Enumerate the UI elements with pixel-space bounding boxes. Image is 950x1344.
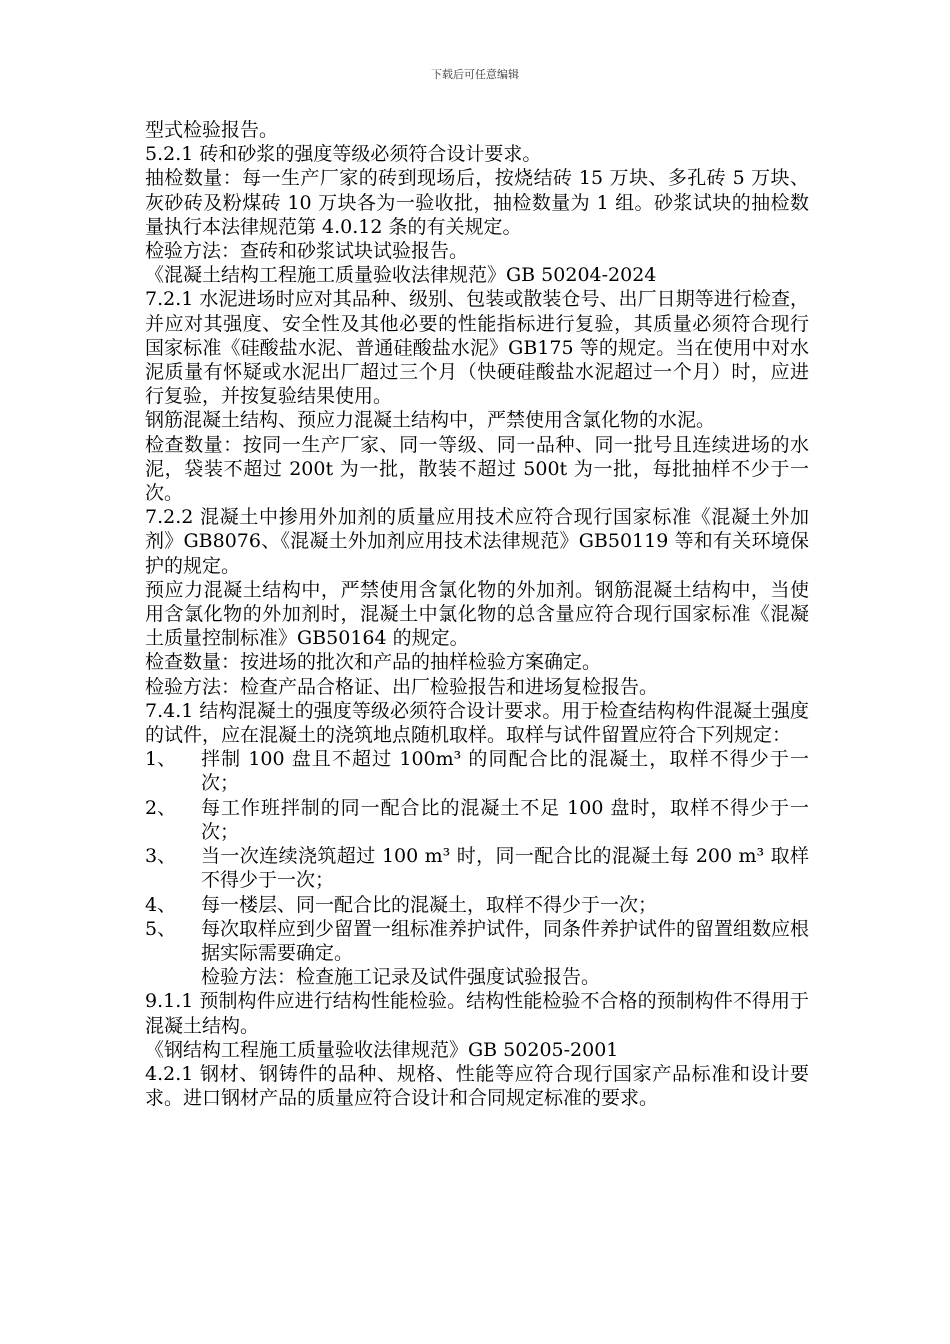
paragraph: 检验方法：检查施工记录及试件强度试验报告。	[201, 966, 601, 989]
standard-title: 《钢结构工程施工质量验收法律规范》GB 50205-2001	[145, 1038, 619, 1061]
paragraph: 抽检数量：每一生产厂家的砖到现场后，按烧结砖 15 万块、多孔砖 5 万块、灰砂砖及粉煤砖 10 万块各为一验收批，抽检数量为 1 组。砂浆试块的抽检数量执行本法律规范第 4.0.12 条的有关规定。	[145, 167, 809, 238]
list-text: 每一楼层、同一配合比的混凝土，取样不得少于一次；	[201, 893, 658, 916]
paragraph: 检查数量：按同一生产厂家、同一等级、同一品种、同一批号且连续进场的水泥，袋装不超过 200t 为一批，散装不超过 500t 为一批，每批抽样不少于一次。	[145, 433, 809, 505]
page-header: 下载后可任意编辑	[431, 68, 519, 81]
list-text: 拌制 100 盘且不超过 100m³ 的同配合比的混凝土，取样不得少于一次；	[201, 748, 809, 795]
paragraph: 9.1.1 预制构件应进行结构性能检验。结构性能检验不合格的预制构件不得用于混凝土结构。	[145, 990, 809, 1037]
paragraph: 7.2.2 混凝土中掺用外加剂的质量应用技术应符合现行国家标准《混凝土外加剂》GB8076、《混凝土外加剂应用技术法律规范》GB50119 等和有关环境保护的规定。	[145, 506, 809, 577]
list-number: 2、	[145, 796, 177, 819]
paragraph: 预应力混凝土结构中，严禁使用含氯化物的外加剂。钢筋混凝土结构中，当使用含氯化物的外加剂时，混凝土中氯化物的总含量应符合现行国家标准《混凝土质量控制标准》GB50164 的规定。	[145, 578, 809, 650]
paragraph: 钢筋混凝土结构、预应力混凝土结构中，严禁使用含氯化物的水泥。	[145, 409, 716, 432]
list-text: 每工作班拌制的同一配合比的混凝土不足 100 盘时，取样不得少于一次；	[201, 796, 809, 843]
paragraph: 型式检验报告。	[145, 119, 279, 141]
paragraph: 7.4.1 结构混凝土的强度等级必须符合设计要求。用于检查结构构件混凝土强度的试件，应在混凝土的浇筑地点随机取样。取样与试件留置应符合下列规定：	[145, 699, 809, 747]
list-number: 1、	[145, 748, 177, 771]
paragraph: 5.2.1 砖和砂浆的强度等级必须符合设计要求。	[145, 143, 542, 166]
list-number: 4、	[145, 893, 177, 916]
list-item	[145, 844, 809, 892]
list-item	[145, 917, 809, 965]
paragraph: 4.2.1 钢材、钢铸件的品种、规格、性能等应符合现行国家产品标准和设计要求。进口钢材产品的质量应符合设计和合同规定标准的要求。	[145, 1062, 809, 1110]
list-number: 3、	[145, 845, 177, 868]
list-number: 5、	[145, 917, 177, 940]
standard-title: 《混凝土结构工程施工质量验收法律规范》GB 50204-2024	[145, 264, 657, 287]
paragraph: 检查数量：按进场的批次和产品的抽样检验方案确定。	[145, 651, 602, 674]
paragraph: 7.2.1 水泥进场时应对其品种、级别、包装或散装仓号、出厂日期等进行检查，并应对其强度、安全性及其他必要的性能指标进行复验，其质量必须符合现行国家标准《硅酸盐水泥、普通硅酸盐水泥》GB175 等的规定。当在使用中对水泥质量有怀疑或水泥出厂超过三个月（快硬硅酸盐水泥超过一个月）时，应进行复验，并按复验结果使用。	[145, 288, 809, 408]
paragraph: 检验方法：检查产品合格证、出厂检验报告和进场复检报告。	[145, 675, 659, 698]
document-body	[145, 118, 809, 1110]
paragraph: 检验方法：查砖和砂浆试块试验报告。	[145, 240, 469, 263]
list-item	[145, 747, 809, 795]
list-item	[145, 796, 809, 844]
list-item	[145, 893, 809, 917]
list-text: 每次取样应到少留置一组标准养护试件，同条件养护试件的留置组数应根据实际需要确定。	[201, 917, 810, 964]
list-text: 当一次连续浇筑超过 100 m³ 时，同一配合比的混凝土每 200 m³ 取样不得少于一次；	[201, 845, 809, 892]
